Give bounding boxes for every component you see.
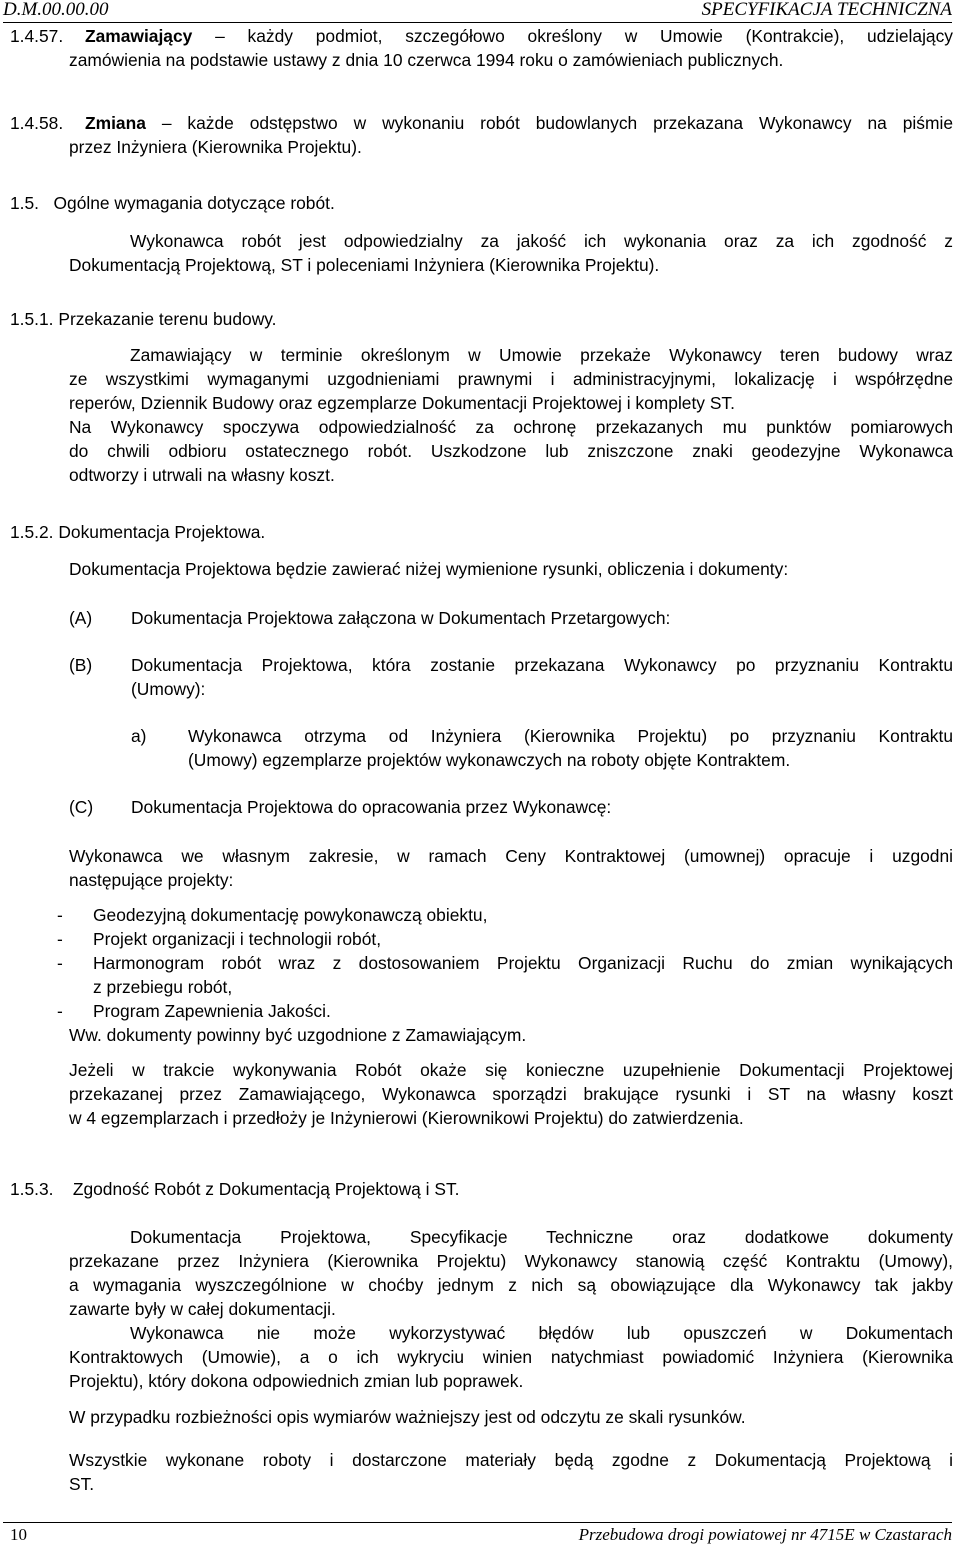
definition-term: Zamawiający (85, 26, 193, 46)
footer-project-title: Przebudowa drogi powiatowej nr 4715E w Czastarach (578, 1525, 952, 1544)
section-heading: 1.5.1. Przekazanie terenu budowy. (10, 309, 277, 329)
section-heading: 1.5. Ogólne wymagania dotyczące robót. (10, 193, 335, 213)
definition-text: – każde odstępstwo w wykonaniu robót budowlanych przekazana Wykonawcy na piśmie (161, 113, 953, 133)
page-header (3, 0, 952, 23)
list-item: Dokumentacja Projektowa, która zostanie przekazana Wykonawcy po przyznaniu Kontraktu (131, 655, 953, 675)
paragraph-line: W przypadku rozbieżności opis wymiarów ważniejszy jest od odczytu ze skali rysunków. (69, 1407, 746, 1427)
paragraph-line: odtworzy i utrwali na własny koszt. (69, 465, 335, 485)
list-label: (C) (69, 797, 94, 817)
dash-bullet: - (57, 953, 63, 973)
list-label: (B) (69, 655, 93, 675)
paragraph-line: Na Wykonawcy spoczywa odpowiedzialność za ochronę przekazanych mu punktów pomiarowych (69, 417, 953, 437)
paragraph-line: Dokumentacją Projektową, ST i poleceniami Inżyniera (Kierownika Projektu). (69, 255, 660, 275)
page-footer (3, 1522, 952, 1547)
dash-bullet: - (57, 905, 63, 925)
section-heading: 1.5.2. Dokumentacja Projektowa. (10, 522, 266, 542)
paragraph-line: ST. (69, 1474, 95, 1494)
paragraph-line: a wymagania wyszczególnione w choćby jednym z nich są obowiązujące dla Wykonawcy tak jakby (69, 1275, 953, 1295)
paragraph-line: Jeżeli w trakcie wykonywania Robót okaże się konieczne uzupełnienie Dokumentacji Projektowej (69, 1060, 953, 1080)
page-number: 10 (10, 1525, 27, 1544)
definition-line (85, 24, 953, 48)
paragraph-line: następujące projekty: (69, 870, 234, 890)
paragraph-line: Ww. dokumenty powinny być uzgodnione z Zamawiającym. (69, 1025, 527, 1045)
def-number: 1.4.58. (10, 113, 64, 133)
definition-line (85, 111, 953, 135)
paragraph-line: Kontraktowych (Umowie), a o ich wykryciu winien natychmiast powiadomić Inżyniera (Kierownika (69, 1347, 953, 1367)
header-doc-code: D.M.00.00.00 (3, 0, 109, 20)
paragraph-line: w 4 egzemplarzach i przedłoży je Inżynierowi (Kierownikowi Projektu) do zatwierdzenia. (69, 1108, 744, 1128)
paragraph-line: Wykonawca we własnym zakresie, w ramach Ceny Kontraktowej (umownej) opracuje i uzgodni (69, 846, 953, 866)
sublist-item: (Umowy) egzemplarze projektów wykonawczych na roboty objęte Kontraktem. (188, 750, 791, 770)
def-number: 1.4.57. (10, 26, 64, 46)
sublist-item: Wykonawca otrzyma od Inżyniera (Kierownika Projektu) po przyznaniu Kontraktu (188, 726, 953, 746)
definition-text: zamówienia na podstawie ustawy z dnia 10 czerwca 1994 roku o zamówieniach publicznych. (69, 50, 784, 70)
list-label: (A) (69, 608, 93, 628)
definition-text: – każdy podmiot, szczegółowo określony w Umowie (Kontrakcie), udzielający (215, 26, 953, 46)
paragraph-line: Zamawiający w terminie określonym w Umowie przekaże Wykonawcy teren budowy wraz (130, 345, 953, 365)
paragraph-line: Wykonawca nie może wykorzystywać błędów lub opuszczeń w Dokumentach (130, 1323, 953, 1343)
section-heading: 1.5.3. Zgodność Robót z Dokumentacją Projektową i ST. (10, 1179, 460, 1199)
dash-list-item: Harmonogram robót wraz z dostosowaniem Projektu Organizacji Ruchu do zmian wynikających (93, 953, 953, 973)
list-item: Dokumentacja Projektowa załączona w Dokumentach Przetargowych: (131, 608, 671, 628)
paragraph-line: reperów, Dziennik Budowy oraz egzemplarze Dokumentacji Projektowej i komplety ST. (69, 393, 735, 413)
sublist-label: a) (131, 726, 147, 746)
dash-bullet: - (57, 1001, 63, 1021)
definition-term: Zmiana (85, 113, 146, 133)
dash-list-item: Program Zapewnienia Jakości. (93, 1001, 331, 1021)
paragraph-line: zawarte były w całej dokumentacji. (69, 1299, 336, 1319)
paragraph-line: do chwili odbioru ostatecznego robót. Uszkodzone lub zniszczone znaki geodezyjne Wykonawca (69, 441, 953, 461)
definition-text: przez Inżyniera (Kierownika Projektu). (69, 137, 362, 157)
list-item: Dokumentacja Projektowa do opracowania przez Wykonawcę: (131, 797, 612, 817)
paragraph-line: Wykonawca robót jest odpowiedzialny za jakość ich wykonania oraz za ich zgodność z (130, 231, 953, 251)
paragraph-line: Dokumentacja Projektowa, Specyfikacje Techniczne oraz dodatkowe dokumenty (130, 1227, 953, 1247)
dash-bullet: - (57, 929, 63, 949)
dash-list-item: Projekt organizacji i technologii robót, (93, 929, 382, 949)
paragraph-line: przekazanej przez Zamawiającego, Wykonawca sporządzi brakujące rysunki i ST na własny koszt (69, 1084, 953, 1104)
list-item: (Umowy): (131, 679, 206, 699)
paragraph-line: Wszystkie wykonane roboty i dostarczone materiały będą zgodne z Dokumentacją Projektową i (69, 1450, 953, 1470)
header-doc-type: SPECYFIKACJA TECHNICZNA (701, 0, 952, 20)
paragraph-line: przekazane przez Inżyniera (Kierownika Projektu) Wykonawcy stanowią część Kontraktu (Umowy), (69, 1251, 953, 1271)
dash-list-item: z przebiegu robót, (93, 977, 233, 997)
paragraph-line: Projektu), który dokona odpowiednich zmian lub poprawek. (69, 1371, 524, 1391)
dash-list-item: Geodezyjną dokumentację powykonawczą obiektu, (93, 905, 488, 925)
paragraph-line: Dokumentacja Projektowa będzie zawierać niżej wymienione rysunki, obliczenia i dokumenty: (69, 559, 789, 579)
paragraph-line: ze wszystkimi wymaganymi uzgodnieniami prawnymi i administracyjnymi, lokalizację i współrzędne (69, 369, 953, 389)
